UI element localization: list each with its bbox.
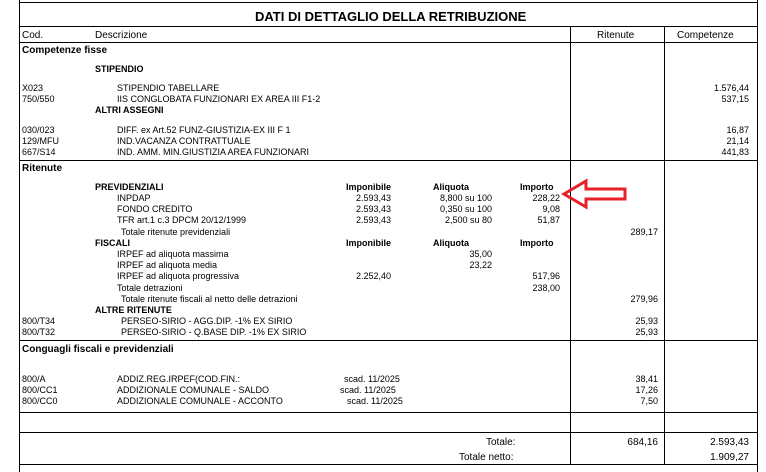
row-imponibile: 2.593,43 [355,215,391,225]
section-title-conguagli: Conguagli fiscali e previdenziali [22,344,174,355]
group-title-altri-assegni: ALTRI ASSEGNI [95,105,164,115]
row-cod: X023 [22,83,44,93]
line-totals-bottom [19,464,758,465]
row-scadenza: scad. 11/2025 [344,374,400,384]
row-cod: 800/T34 [22,316,56,326]
row-competenze: 1.576,44 [713,83,749,93]
row-aliquota: 2,500 su 80 [444,215,492,225]
row-competenze: 21,14 [726,136,749,146]
section-title-competenze-fisse: Competenze fisse [22,45,108,56]
row-desc: STIPENDIO TABELLARE [117,83,220,93]
totale-ritenute: 684,16 [627,437,658,448]
group-title-stipendio: STIPENDIO [95,64,144,74]
page-title: DATI DI DETTAGLIO DELLA RETRIBUZIONE [255,9,527,24]
row-desc: IRPEF ad aliquota massima [117,249,229,259]
frame-right [757,0,758,472]
group-title-altre-ritenute: ALTRE RITENUTE [95,305,172,315]
row-cod: 750/550 [22,94,55,104]
line-title-bottom [19,26,758,27]
totale-competenze: 2.593,43 [710,437,749,448]
totale-label: Totale: [486,437,516,448]
total-fiscali-value: 279,96 [630,294,658,304]
total-detrazioni-value: 238,00 [532,283,560,293]
row-cod: 800/T32 [22,327,56,337]
row-desc: ADDIZIONALE COMUNALE - SALDO [117,385,270,395]
totale-netto-label: Totale netto: [459,452,514,463]
row-ritenute: 7,50 [640,396,658,406]
row-importo: 517,96 [532,271,560,281]
subheader-aliquota: Aliquota [433,182,469,192]
row-desc: IND. AMM. MIN.GIUSTIZIA AREA FUNZIONARI [117,147,310,157]
row-importo: 228,22 [532,193,560,203]
row-desc: FONDO CREDITO [117,204,193,214]
row-ritenute: 38,41 [635,374,658,384]
row-desc: TFR art.1 c.3 DPCM 20/12/1999 [117,215,247,225]
row-cod: 800/CC0 [22,396,58,406]
col-divider-competenze [664,26,665,464]
row-importo: 9,08 [542,204,560,214]
line-top [19,2,758,3]
group-title-fiscali: FISCALI [95,238,130,248]
line-ritenute-bottom [19,340,758,341]
line-empty-bottom [19,432,758,433]
row-ritenute: 25,93 [635,316,658,326]
subheader-aliquota: Aliquota [433,238,469,248]
row-competenze: 441,83 [721,147,749,157]
row-imponibile: 2.593,43 [355,204,391,214]
row-aliquota: 23,22 [469,260,492,270]
subheader-imponibile: Imponibile [346,182,391,192]
row-scadenza: scad. 11/2025 [340,385,396,395]
total-fiscali-label: Totale ritenute fiscali al netto delle detrazioni [121,294,298,304]
total-previdenziali-value: 289,17 [630,227,658,237]
subheader-importo: Importo [520,182,554,192]
red-arrow-icon [560,178,630,210]
group-title-previdenziali: PREVIDENZIALI [95,182,164,192]
total-previdenziali-label: Totale ritenute previdenziali [121,227,231,237]
col-header-descrizione: Descrizione [95,30,148,41]
line-header-bottom [19,42,758,43]
row-desc: DIFF. ex Art.52 FUNZ-GIUSTIZIA-EX III F 1 [117,125,291,135]
row-cod: 030/023 [22,125,55,135]
row-scadenza: scad. 11/2025 [347,396,403,406]
row-desc: IIS CONGLOBATA FUNZIONARI EX AREA III F1-2 [117,94,321,104]
row-aliquota: 0,350 su 100 [439,204,492,214]
row-desc: ADDIZIONALE COMUNALE - ACCONTO [117,396,283,406]
subheader-imponibile: Imponibile [346,238,391,248]
row-desc: IRPEF ad aliquota progressiva [117,271,240,281]
row-cod: 800/A [22,374,46,384]
row-desc: IND.VACANZA CONTRATTUALE [117,136,251,146]
row-competenze: 16,87 [726,125,749,135]
row-desc: ADDIZ.REG.IRPEF(COD.FIN.: [117,374,241,384]
row-aliquota: 35,00 [469,249,492,259]
row-cod: 800/CC1 [22,385,58,395]
row-ritenute: 25,93 [635,327,658,337]
col-header-competenze: Competenze [677,30,734,41]
row-cod: 667/S14 [22,147,56,157]
row-importo: 51,87 [537,215,560,225]
subheader-importo: Importo [520,238,554,248]
row-desc: PERSEO-SIRIO - Q.BASE DIP. -1% EX SIRIO [121,327,307,337]
row-ritenute: 17,26 [635,385,658,395]
row-aliquota: 8,800 su 100 [439,193,492,203]
line-conguagli-bottom [19,412,758,413]
line-fisse-bottom [19,160,758,161]
total-detrazioni-label: Totale detrazioni [117,283,183,293]
col-divider-ritenute [570,26,571,464]
row-imponibile: 2.252,40 [355,271,391,281]
row-imponibile: 2.593,43 [355,193,391,203]
row-competenze: 537,15 [721,94,749,104]
row-desc: INPDAP [117,193,151,203]
row-desc: IRPEF ad aliquota media [117,260,218,270]
section-title-ritenute: Ritenute [22,163,62,174]
totale-netto-value: 1.909,27 [710,452,749,463]
frame-left [19,0,20,472]
col-header-ritenute: Ritenute [597,30,635,41]
row-desc: PERSEO-SIRIO - AGG.DIP. -1% EX SIRIO [121,316,293,326]
row-cod: 129/MFU [22,136,60,146]
col-header-cod: Cod. [22,30,44,41]
